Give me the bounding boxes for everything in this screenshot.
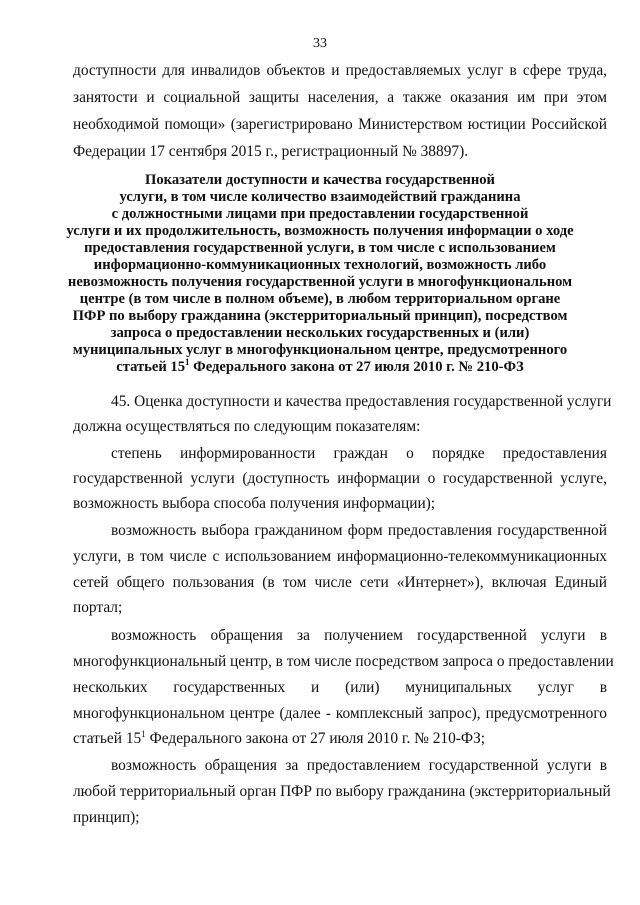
item4-line-3: принцип); (73, 809, 140, 826)
item1-line-1: степень информированности граждан о порядке предоставления (111, 445, 607, 462)
heading-line-6: информационно-коммуникационных технологий, возможность либо (93, 257, 547, 273)
item3-line-5-after: Федерального закона от 27 июля 2010 г. № 210-ФЗ; (145, 730, 486, 747)
heading-superscript: 1 (185, 357, 190, 367)
heading-line-4: услуги и их продолжительность, возможность получения информации о ходе (66, 223, 574, 239)
item4-line-2: любой территориальный орган ПФР по выбору гражданина (экстерриториальный (73, 783, 611, 800)
item3-line-5 (73, 730, 485, 748)
heading-line-3: с должностными лицами при предоставлении государственной (111, 206, 529, 222)
item2-line-4: портал; (73, 599, 123, 616)
item1-line-3: возможность выбора способа получения информации); (73, 495, 436, 512)
item3-line-1: возможность обращения за получением государственной услуги в (111, 627, 607, 644)
heading-line-8: центре (в том числе в полном объеме), в любом территориальном органе (79, 291, 561, 307)
intro-line-3: необходимой помощи» (зарегистрировано Министерством юстиции Российской (73, 116, 607, 133)
heading-line-12 (40, 359, 600, 376)
item2-line-1: возможность выбора гражданином форм предоставления государственной (111, 522, 607, 539)
heading-line-7: невозможность получения государственной услуги в многофункциональном (67, 274, 573, 290)
item3-line-4: многофункциональном центре (далее - комплексный запрос), предусмотренного (73, 705, 607, 722)
intro-line-1: доступности для инвалидов объектов и предоставляемых услуг в сфере труда, (73, 62, 607, 79)
intro-line-4: Федерации 17 сентября 2015 г., регистрационный № 38897). (73, 143, 469, 160)
item4-line-1: возможность обращения за предоставлением государственной услуги в (111, 757, 607, 774)
heading-line-9: ПФР по выбору гражданина (экстерриториальный принцип), посредством (72, 308, 568, 324)
heading-line-1: Показатели доступности и качества государственной (145, 172, 495, 188)
heading-line-10: запроса о предоставлении нескольких государственных и (или) (110, 325, 530, 341)
p45-line-1: 45. Оценка доступности и качества предоставления государственной услуги (111, 393, 612, 410)
item2-line-2: услуги, в том числе с использованием информационно-телекоммуникационных (73, 548, 607, 565)
intro-line-2: занятости и социальной защиты населения, а также оказания им при этом (73, 89, 607, 106)
heading-line-5: предоставления государственной услуги, в том числе с использованием (84, 240, 556, 256)
p45-line-2: должна осуществляться по следующим показателям: (73, 418, 421, 435)
item3-superscript: 1 (141, 729, 146, 739)
heading-line-11: муниципальных услуг в многофункциональном центре, предусмотренного (72, 342, 568, 358)
heading-line-2: услуги, в том числе количество взаимодействий гражданина (119, 189, 521, 205)
item3-line-3: нескольких государственных и (или) муниципальных услуг в (73, 679, 607, 696)
heading-last-before: статьей 15 (116, 359, 186, 375)
item1-line-2: государственной услуги (доступность информации о государственной услуге, (73, 470, 607, 487)
item3-line-2: многофункциональный центр, в том числе посредством запроса о предоставлении (73, 653, 614, 670)
page-number: 33 (313, 36, 327, 51)
item3-line-5-before: статьей 15 (73, 730, 142, 747)
item2-line-3: сетей общего пользования (в том числе сети «Интернет»), включая Единый (73, 574, 607, 591)
heading-last-after: Федерального закона от 27 июля 2010 г. № 210-ФЗ (189, 359, 524, 375)
